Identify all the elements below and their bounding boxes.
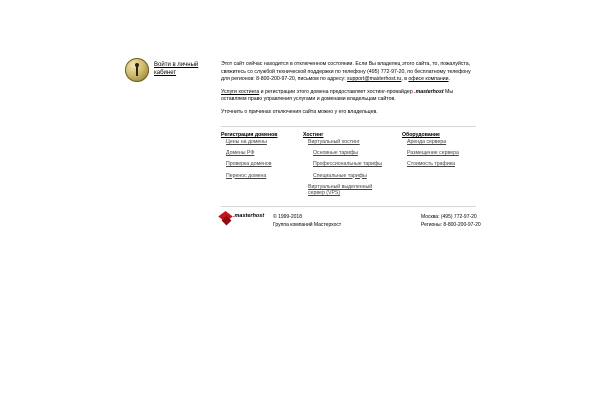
hosting-heading-link[interactable]: Хостинг [303,132,324,138]
phone-moscow: Москва: (495) 772-97-20 [421,214,477,220]
list-item [303,139,403,146]
hosting-list [303,139,403,197]
equipment-list [402,139,482,168]
domains-list [221,139,301,180]
list-item [402,150,482,157]
list-item [303,150,403,157]
special-plans-link[interactable]: Специальные тарифы [313,172,367,179]
server-rent-link[interactable]: Аренда сервера [407,139,447,145]
login-link[interactable]: Войти в личный кабинет [154,62,199,76]
list-item [303,161,403,168]
virtual-hosting-link[interactable]: Виртуальный хостинг [308,139,360,145]
column-hosting [303,132,403,201]
colocation-link[interactable]: Размещение сервера [407,150,459,157]
pro-plans-link[interactable]: Профессиональные тарифы [313,161,383,168]
traffic-cost-link[interactable]: Стоимость трафика [407,161,455,168]
message-paragraph-2: Услуги хостинга и регистрации этого домена предоставляет хостинг-провайдер .masterhost Мы оставляем право управления услугами и доменами владельцам сайтов. [221,88,454,103]
domain-prices-link[interactable]: Цены на домены [226,139,267,145]
list-item [221,173,301,180]
equipment-heading-link[interactable]: Оборудование [402,132,440,138]
list-item [303,184,388,197]
list-item [221,161,301,168]
disabled-site-message [221,61,477,122]
support-email-link[interactable]: support@masterhost.ru [347,76,402,83]
copyright-block [273,213,341,229]
divider-bottom [221,206,476,207]
vps-link[interactable]: Виртуальный выделенный сервер (VPS) [308,183,373,197]
office-link[interactable]: офисе компании [408,76,449,83]
brand-name: .masterhost [414,88,444,95]
message-paragraph-3: Уточнить о причинах отключения сайта можно у его владельцев. [221,108,378,115]
list-item [402,161,482,168]
list-item [402,139,482,146]
column-equipment [402,132,482,173]
login-block [125,58,205,88]
company-group: Группа компаний Мастерхост [273,222,342,228]
list-item [221,139,301,146]
phone-regions: Регионы: 8-800-200-97-20 [421,222,481,228]
list-item [221,150,301,157]
column-domains [221,132,301,184]
hosting-services-link[interactable]: Услуги хостинга [221,88,260,95]
rf-domains-link[interactable]: Домены РФ [226,150,255,157]
contacts-block [421,213,481,229]
masterhost-logo[interactable]: .masterhost [221,212,261,226]
copyright: © 1999-2018 [273,214,302,220]
basic-plans-link[interactable]: Основные тарифы [313,150,359,157]
keyhole-icon[interactable] [125,58,149,82]
domain-check-link[interactable]: Проверка доменов [226,161,272,168]
domain-transfer-link[interactable]: Перенос домена [226,172,267,179]
domains-heading-link[interactable]: Регистрация доменов [221,132,278,138]
list-item [303,173,403,180]
message-paragraph-1: Этот сайт сейчас находится в отключенном состоянии. Если Вы владелец этого сайта, то, пожалуйста, свяжитесь со службой технической поддержки по телефону (495) 772-97-20, по бесплатному телефону для регионов: 8-800-200-97-20, письмом по адресу: support@masterhost.ru, в офисе компании. [221,61,471,83]
divider-top [221,126,476,127]
